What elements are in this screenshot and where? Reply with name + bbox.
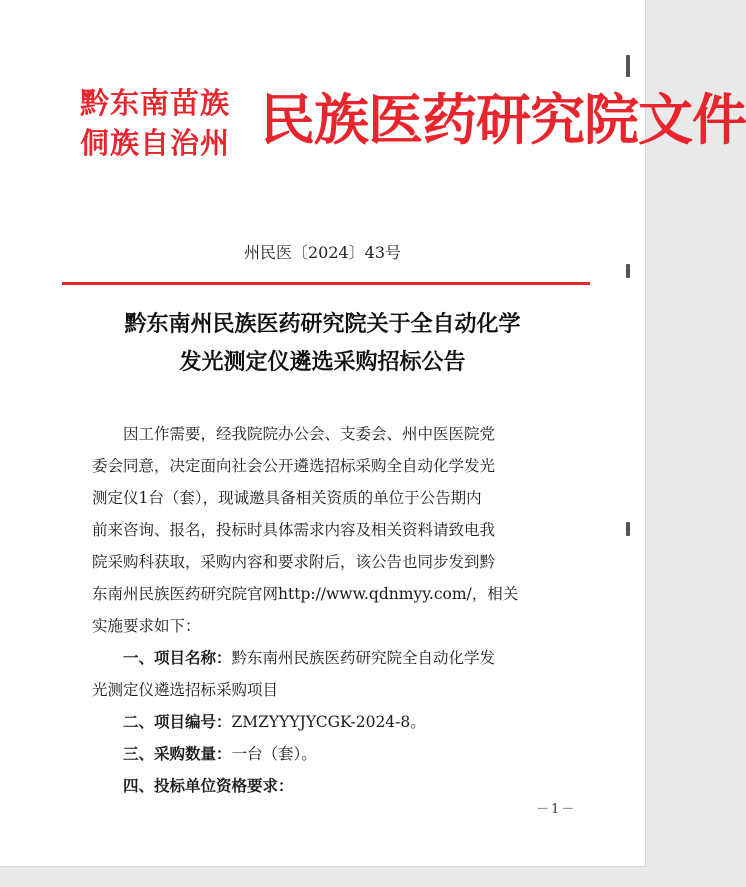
- scan-edge-mark: [626, 264, 630, 278]
- item-label: 四、投标单位资格要求：: [123, 776, 294, 795]
- body-line: 院采购科获取，采购内容和要求附后，该公告也同步发到黔: [92, 553, 496, 571]
- item-label: 二、项目编号：: [123, 712, 232, 731]
- title-line-1: 黔东南州民族医药研究院关于全自动化学: [124, 311, 521, 337]
- org-line-2: 侗族自治州: [80, 126, 231, 160]
- item-quantity: [92, 738, 562, 770]
- body-line: 实施要求如下：: [92, 617, 201, 635]
- body-line: 测定仪1台（套），现诚邀具备相关资质的单位于公告期内: [92, 489, 482, 507]
- item-value: ZMZYYYJYCGK-2024-8。: [231, 713, 426, 731]
- title-line-2: 发光测定仪遴选采购招标公告: [179, 349, 466, 375]
- document-number: 州民医〔2024〕43号: [243, 243, 402, 262]
- scan-edge-mark: [626, 522, 630, 536]
- item-project-name-cont: 光测定仪遴选招标采购项目: [92, 681, 279, 699]
- item-label: 三、采购数量：: [123, 744, 232, 763]
- scan-edge-mark: [626, 55, 630, 77]
- org-document-heading: 民族医药研究院文件: [260, 87, 746, 152]
- item-project-name: [92, 642, 562, 674]
- org-line-1: 黔东南苗族: [80, 86, 231, 120]
- item-label: 一、项目名称：: [123, 648, 232, 667]
- item-project-number: [92, 706, 562, 738]
- body-line: 因工作需要，经我院院办公会、支委会、州中医医院党: [123, 425, 496, 443]
- notice-title: [0, 305, 645, 381]
- item-value: 黔东南州民族医药研究院全自动化学发: [231, 649, 496, 667]
- item-value: 一台（套）。: [231, 745, 317, 763]
- page-number: －1－: [536, 802, 577, 817]
- item-qualification: [92, 770, 562, 802]
- org-name-small: [80, 83, 230, 163]
- body-line: 东南州民族医药研究院官网http://www.qdnmyy.com/，相关: [92, 585, 519, 603]
- red-divider-line: [62, 282, 590, 285]
- notice-body: [92, 418, 562, 802]
- body-line: 前来咨询、报名，投标时具体需求内容及相关资料请致电我: [92, 521, 496, 539]
- body-line: 委会同意，决定面向社会公开遴选招标采购全自动化学发光: [92, 457, 496, 475]
